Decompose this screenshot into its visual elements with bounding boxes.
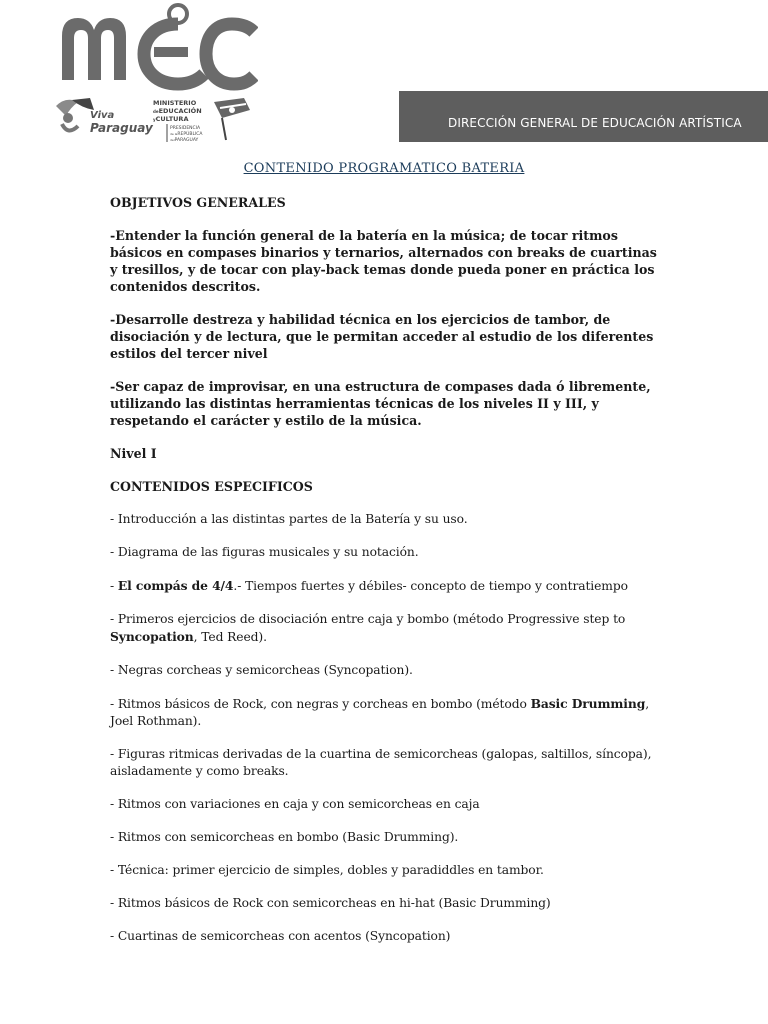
list-item: - Figuras ritmicas derivadas de la cuartina de semicorcheas (galopas, saltillos, síncopa), aisladamente y como breaks. bbox=[110, 747, 652, 778]
header-banner bbox=[399, 91, 768, 142]
list-item-rest: .- Tiempos fuertes y débiles- concepto de tiempo y contratiempo bbox=[233, 579, 628, 593]
list-item-bold: Syncopation bbox=[110, 629, 194, 644]
list-item-bold: Basic Drumming bbox=[530, 696, 646, 711]
mec-logo bbox=[58, 2, 258, 92]
list-item: - Cuartinas de semicorcheas con acentos (Syncopation) bbox=[110, 929, 451, 943]
list-item-prefix: - Ritmos básicos de Rock, con negras y corcheas en bombo (método bbox=[110, 697, 531, 711]
svg-text:MINISTERIO: MINISTERIO bbox=[153, 99, 197, 107]
svg-text:Paraguay: Paraguay bbox=[90, 121, 153, 135]
level-heading: Nivel I bbox=[110, 446, 157, 461]
list-item-prefix: - Primeros ejercicios de disociación entre caja y bombo (método Progressive step to bbox=[110, 612, 626, 626]
list-item: - Negras corcheas y semicorcheas (Syncopation). bbox=[110, 663, 413, 677]
document-body bbox=[110, 194, 658, 961]
objectives-heading: OBJETIVOS GENERALES bbox=[110, 195, 286, 210]
banner-title: DIRECCIÓN GENERAL DE EDUCACIÓN ARTÍSTICA bbox=[448, 116, 742, 130]
svg-text:PRESIDENCIA: PRESIDENCIA bbox=[170, 126, 201, 131]
list-item: - Ritmos con variaciones en caja y con semicorcheas en caja bbox=[110, 797, 480, 811]
svg-text:yCULTURA: yCULTURA bbox=[153, 115, 189, 123]
mec-logo-text: mec bbox=[58, 2, 61, 3]
list-item: - Diagrama de las figuras musicales y su notación. bbox=[110, 545, 419, 559]
svg-text:deEDUCACIÓN: deEDUCACIÓN bbox=[153, 107, 202, 115]
list-item-rest: , Ted Reed). bbox=[193, 630, 267, 644]
list-item bbox=[110, 695, 658, 730]
svg-text:Viva: Viva bbox=[90, 110, 115, 121]
objective-paragraph: -Entender la función general de la batería en la música; de tocar ritmos básicos en compases binarios y ternarios, alternados con breaks de cuartinas y tresillos, y de tocar con play-back temas donde pueda poner en práctica los contenidos descritos. bbox=[110, 228, 657, 294]
contents-list bbox=[110, 511, 658, 945]
list-item-bold: El compás de 4/4 bbox=[117, 578, 234, 593]
list-item: - Técnica: primer ejercicio de simples, dobles y paradiddles en tambor. bbox=[110, 863, 544, 877]
viva-paraguay-logo bbox=[56, 98, 154, 135]
partner-logos bbox=[54, 96, 259, 142]
list-item bbox=[110, 611, 658, 646]
svg-text:delPARAGUAY: delPARAGUAY bbox=[170, 138, 199, 142]
list-item-prefix: - bbox=[110, 579, 118, 593]
svg-text:de laREPÚBLICA: de laREPÚBLICA bbox=[170, 132, 203, 137]
list-item: - Ritmos con semicorcheas en bombo (Basic Drumming). bbox=[110, 830, 459, 844]
ministry-logo bbox=[153, 98, 250, 142]
document-title: CONTENIDO PROGRAMATICO BATERIA bbox=[243, 161, 525, 176]
objective-paragraph: -Desarrolle destreza y habilidad técnica en los ejercicios de tambor, de disociación y de lectura, que le permitan acceder al estudio de los diferentes estilos del tercer nivel bbox=[110, 312, 654, 361]
list-item: - Introducción a las distintas partes de la Batería y su uso. bbox=[110, 512, 468, 526]
list-item-rest: , Joel Rothman). bbox=[110, 697, 650, 728]
list-item bbox=[110, 577, 658, 595]
contents-heading: CONTENIDOS ESPECIFICOS bbox=[110, 479, 313, 494]
list-item: - Ritmos básicos de Rock con semicorcheas en hi-hat (Basic Drumming) bbox=[110, 896, 551, 910]
objective-paragraph: -Ser capaz de improvisar, en una estructura de compases dada ó libremente, utilizando las distintas herramientas técnicas de los niveles II y III, y respetando el carácter y estilo de la música. bbox=[110, 379, 651, 428]
